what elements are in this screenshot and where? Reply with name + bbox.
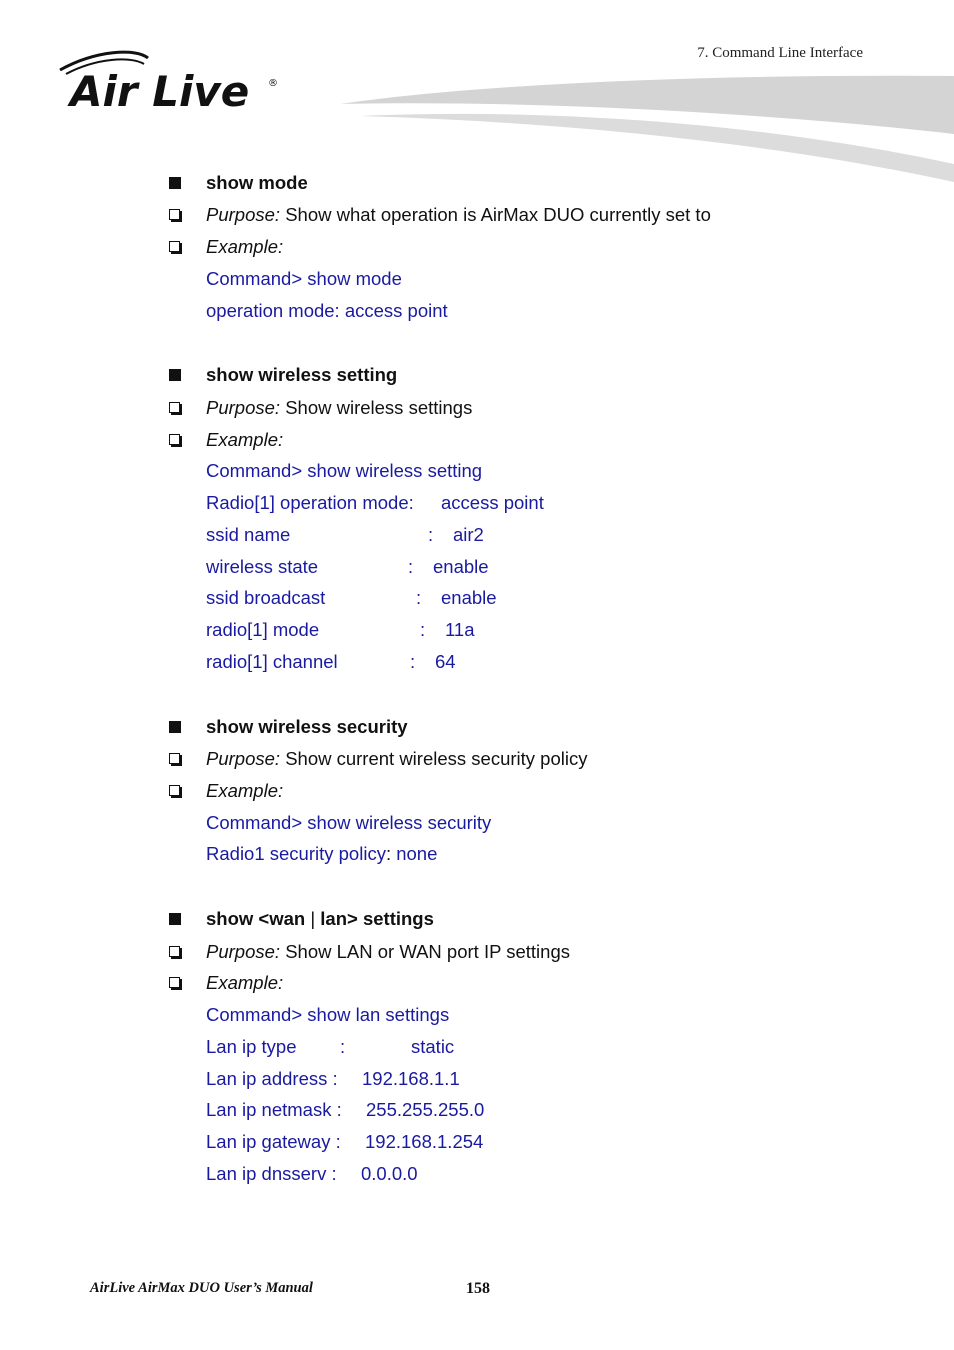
- output-label: Lan ip type: [206, 1036, 297, 1057]
- output-label: wireless state: [206, 556, 319, 577]
- example-label: Example:: [206, 236, 284, 257]
- logo-text: Air Live: [70, 67, 250, 114]
- logo-registered-mark: ®: [268, 78, 278, 89]
- checkbox-bullet: [169, 434, 180, 445]
- example-label: Example:: [206, 780, 284, 801]
- checkbox-bullet: [169, 785, 180, 796]
- checkbox-bullet: [169, 946, 180, 957]
- airlive-logo: [56, 48, 286, 114]
- checkbox-bullet: [169, 402, 180, 413]
- output-value: 192.168.1.254: [365, 1131, 484, 1152]
- section-title: show wireless security: [206, 716, 408, 737]
- output-row: [206, 492, 606, 514]
- output-line: operation mode: access point: [206, 300, 448, 321]
- section-bullet: [169, 369, 181, 381]
- section-title-part: lan> settings: [320, 908, 434, 929]
- section-bullet: [169, 721, 181, 733]
- output-label: Lan ip netmask :: [206, 1099, 342, 1120]
- output-row: [206, 1163, 606, 1185]
- output-value: enable: [433, 556, 489, 577]
- output-value: 64: [435, 651, 456, 672]
- output-row: [206, 587, 606, 609]
- output-value: 0.0.0.0: [361, 1163, 418, 1184]
- purpose-text: Show wireless settings: [285, 397, 473, 418]
- purpose-text: Show current wireless security policy: [285, 748, 588, 769]
- purpose-label: Purpose:: [206, 941, 281, 962]
- purpose-label: Purpose:: [206, 204, 281, 225]
- purpose-line: [206, 941, 570, 963]
- checkbox-bullet: [169, 753, 180, 764]
- output-value: enable: [441, 587, 497, 608]
- section-title: [206, 908, 434, 930]
- command-line: Command> show wireless security: [206, 812, 492, 833]
- output-separator: :: [385, 843, 392, 864]
- section-title: show mode: [206, 172, 308, 193]
- purpose-line: [206, 397, 472, 419]
- example-label: Example:: [206, 429, 284, 450]
- output-row: [206, 556, 606, 578]
- output-row: [206, 619, 606, 641]
- header-swoosh: [340, 72, 954, 187]
- chapter-title: 7. Command Line Interface: [697, 45, 863, 61]
- output-label: Radio[1] operation mode:: [206, 492, 414, 513]
- output-line: [206, 843, 437, 865]
- output-separator: :: [410, 651, 416, 672]
- output-separator: :: [408, 556, 414, 577]
- output-label: radio[1] channel: [206, 651, 338, 672]
- checkbox-bullet: [169, 977, 180, 988]
- output-row: [206, 1131, 606, 1153]
- output-row: [206, 1099, 606, 1121]
- page-number: 158: [466, 1280, 490, 1297]
- output-value: static: [411, 1036, 455, 1057]
- section-title: show wireless setting: [206, 364, 398, 385]
- purpose-line: [206, 204, 711, 226]
- checkbox-bullet: [169, 209, 180, 220]
- output-label: Lan ip dnsserv :: [206, 1163, 337, 1184]
- output-separator: :: [340, 1036, 346, 1057]
- output-label: radio[1] mode: [206, 619, 320, 640]
- purpose-line: [206, 748, 587, 770]
- purpose-label: Purpose:: [206, 748, 281, 769]
- output-value: 11a: [445, 619, 475, 640]
- command-line: Command> show wireless setting: [206, 460, 483, 481]
- output-separator: :: [428, 524, 434, 545]
- output-value: none: [396, 843, 438, 864]
- output-label: Lan ip address :: [206, 1068, 338, 1089]
- section-title-part: show <wan: [206, 908, 306, 929]
- section-bullet: [169, 913, 181, 925]
- output-label: ssid name: [206, 524, 291, 545]
- output-row: [206, 1036, 606, 1058]
- output-label: ssid broadcast: [206, 587, 326, 608]
- output-value: 192.168.1.1: [362, 1068, 460, 1089]
- section-title-separator: |: [310, 908, 316, 929]
- purpose-text: Show what operation is AirMax DUO currently set to: [285, 204, 711, 225]
- command-line: Command> show lan settings: [206, 1004, 450, 1025]
- output-separator: :: [416, 587, 422, 608]
- command-line: Command> show mode: [206, 268, 402, 289]
- checkbox-bullet: [169, 241, 180, 252]
- section-bullet: [169, 177, 181, 189]
- output-value: access point: [441, 492, 544, 513]
- purpose-label: Purpose:: [206, 397, 281, 418]
- output-value: 255.255.255.0: [366, 1099, 485, 1120]
- output-value: air2: [453, 524, 484, 545]
- manual-title: AirLive AirMax DUO User’s Manual: [90, 1280, 313, 1296]
- output-row: [206, 524, 606, 546]
- output-label: Radio1 security policy: [206, 843, 386, 864]
- purpose-text: Show LAN or WAN port IP settings: [285, 941, 570, 962]
- output-separator: :: [420, 619, 426, 640]
- example-label: Example:: [206, 972, 284, 993]
- output-row: [206, 651, 606, 673]
- output-label: Lan ip gateway :: [206, 1131, 341, 1152]
- output-row: [206, 1068, 606, 1090]
